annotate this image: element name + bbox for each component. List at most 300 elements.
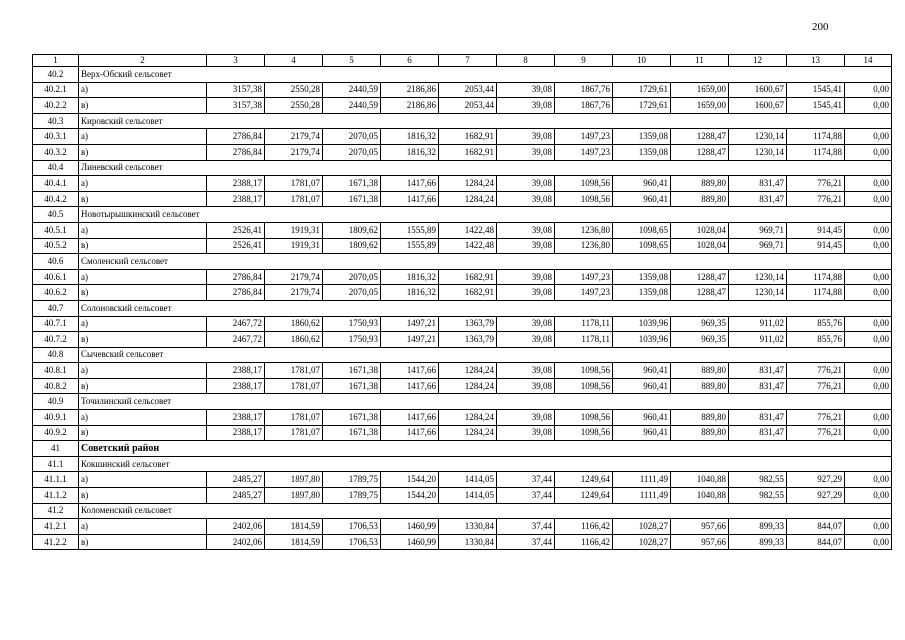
value-cell: 1497,23 [555, 285, 613, 301]
section-row [33, 160, 892, 176]
value-cell: 1555,89 [381, 238, 439, 254]
value-cell: 914,45 [787, 238, 845, 254]
value-cell: 1098,56 [555, 363, 613, 379]
row-code-cell: 40.5 [33, 207, 79, 223]
value-cell: 1330,84 [439, 534, 497, 550]
value-cell: 831,47 [729, 425, 787, 441]
value-cell: 1417,66 [381, 425, 439, 441]
value-cell: 2440,59 [323, 82, 381, 98]
value-cell: 1682,91 [439, 285, 497, 301]
value-cell: 0,00 [845, 285, 892, 301]
value-cell: 1174,88 [787, 285, 845, 301]
value-cell: 831,47 [729, 363, 787, 379]
value-cell: 2179,74 [265, 269, 323, 285]
value-cell: 1460,99 [381, 519, 439, 535]
value-cell: 1040,88 [671, 472, 729, 488]
value-cell: 37,44 [497, 488, 555, 504]
value-cell: 1417,66 [381, 378, 439, 394]
table-row [33, 316, 892, 332]
value-cell: 1363,79 [439, 316, 497, 332]
value-cell: 911,02 [729, 316, 787, 332]
section-name-cell: Новотырышкинский сельсовет [79, 207, 892, 223]
value-cell: 960,41 [613, 363, 671, 379]
value-cell: 1497,21 [381, 316, 439, 332]
value-cell: 2179,74 [265, 285, 323, 301]
row-code-cell: 40.6.1 [33, 269, 79, 285]
section-row [33, 394, 892, 410]
value-cell: 2070,05 [323, 129, 381, 145]
value-cell: 927,29 [787, 472, 845, 488]
value-cell: 1555,89 [381, 222, 439, 238]
value-cell: 1497,23 [555, 269, 613, 285]
value-cell: 2550,28 [265, 98, 323, 114]
section-row [33, 347, 892, 363]
value-cell: 1809,62 [323, 238, 381, 254]
row-code-cell: 40.8.1 [33, 363, 79, 379]
row-code-cell: 40.4 [33, 160, 79, 176]
value-cell: 1098,65 [613, 238, 671, 254]
value-cell: 1288,47 [671, 129, 729, 145]
value-cell: 1814,59 [265, 519, 323, 535]
value-cell: 39,08 [497, 144, 555, 160]
value-cell: 2402,06 [207, 534, 265, 550]
value-cell: 2053,44 [439, 82, 497, 98]
value-cell: 1098,56 [555, 410, 613, 426]
value-cell: 1750,93 [323, 332, 381, 348]
value-cell: 1098,56 [555, 191, 613, 207]
value-cell: 1098,56 [555, 176, 613, 192]
value-cell: 39,08 [497, 98, 555, 114]
column-number-cell: 10 [613, 55, 671, 67]
value-cell: 1919,31 [265, 238, 323, 254]
row-code-cell: 40.5.1 [33, 222, 79, 238]
value-cell: 889,80 [671, 363, 729, 379]
value-cell: 1682,91 [439, 269, 497, 285]
value-cell: 1417,66 [381, 176, 439, 192]
value-cell: 1781,07 [265, 425, 323, 441]
row-code-cell: 41 [33, 441, 79, 457]
table-row [33, 378, 892, 394]
value-cell: 914,45 [787, 222, 845, 238]
value-cell: 1230,14 [729, 285, 787, 301]
value-cell: 1359,08 [613, 129, 671, 145]
value-cell: 1497,21 [381, 332, 439, 348]
value-cell: 2070,05 [323, 144, 381, 160]
value-cell: 1816,32 [381, 285, 439, 301]
value-cell: 0,00 [845, 410, 892, 426]
value-cell: 1671,38 [323, 191, 381, 207]
row-code-cell: 41.1.1 [33, 472, 79, 488]
value-cell: 911,02 [729, 332, 787, 348]
row-code-cell: 40.9 [33, 394, 79, 410]
section-name-cell: Кировский сельсовет [79, 113, 892, 129]
column-number-cell: 2 [79, 55, 207, 67]
value-cell: 1816,32 [381, 144, 439, 160]
value-cell: 1789,75 [323, 472, 381, 488]
value-cell: 39,08 [497, 285, 555, 301]
value-cell: 1236,80 [555, 222, 613, 238]
value-cell: 969,35 [671, 316, 729, 332]
value-cell: 960,41 [613, 378, 671, 394]
value-cell: 1284,24 [439, 363, 497, 379]
table-row [33, 269, 892, 285]
value-cell: 2179,74 [265, 129, 323, 145]
row-code-cell: 40.7 [33, 300, 79, 316]
value-cell: 0,00 [845, 534, 892, 550]
row-code-cell: 40.4.2 [33, 191, 79, 207]
value-cell: 39,08 [497, 176, 555, 192]
column-number-cell: 11 [671, 55, 729, 67]
value-cell: 1098,65 [613, 222, 671, 238]
value-cell: 1039,96 [613, 316, 671, 332]
table-row [33, 425, 892, 441]
row-code-cell: 40.5.2 [33, 238, 79, 254]
value-cell: 39,08 [497, 238, 555, 254]
value-cell: 1750,93 [323, 316, 381, 332]
value-cell: 2485,27 [207, 488, 265, 504]
row-label-cell: а) [79, 222, 207, 238]
value-cell: 0,00 [845, 519, 892, 535]
value-cell: 1919,31 [265, 222, 323, 238]
table-row [33, 222, 892, 238]
row-code-cell: 41.1.2 [33, 488, 79, 504]
value-cell: 0,00 [845, 144, 892, 160]
row-code-cell: 40.3.2 [33, 144, 79, 160]
row-code-cell: 40.4.1 [33, 176, 79, 192]
value-cell: 2526,41 [207, 238, 265, 254]
value-cell: 1729,61 [613, 98, 671, 114]
row-label-cell: а) [79, 410, 207, 426]
value-cell: 1040,88 [671, 488, 729, 504]
value-cell: 1417,66 [381, 363, 439, 379]
value-cell: 1671,38 [323, 176, 381, 192]
value-cell: 39,08 [497, 191, 555, 207]
value-cell: 776,21 [787, 191, 845, 207]
value-cell: 1166,42 [555, 519, 613, 535]
column-number-cell: 14 [845, 55, 892, 67]
value-cell: 1781,07 [265, 378, 323, 394]
table-row [33, 410, 892, 426]
row-label-cell: а) [79, 82, 207, 98]
section-row [33, 67, 892, 83]
table-row [33, 285, 892, 301]
value-cell: 776,21 [787, 378, 845, 394]
value-cell: 889,80 [671, 378, 729, 394]
value-cell: 960,41 [613, 425, 671, 441]
value-cell: 960,41 [613, 191, 671, 207]
column-number-cell: 8 [497, 55, 555, 67]
value-cell: 0,00 [845, 363, 892, 379]
value-cell: 1460,99 [381, 534, 439, 550]
value-cell: 1706,53 [323, 519, 381, 535]
column-number-cell: 4 [265, 55, 323, 67]
row-label-cell: а) [79, 269, 207, 285]
value-cell: 2402,06 [207, 519, 265, 535]
value-cell: 889,80 [671, 176, 729, 192]
table-row [33, 191, 892, 207]
value-cell: 1600,67 [729, 98, 787, 114]
value-cell: 1867,76 [555, 82, 613, 98]
value-cell: 0,00 [845, 472, 892, 488]
column-number-cell: 3 [207, 55, 265, 67]
value-cell: 39,08 [497, 378, 555, 394]
row-code-cell: 40.8 [33, 347, 79, 363]
column-number-cell: 1 [33, 55, 79, 67]
value-cell: 2440,59 [323, 98, 381, 114]
value-cell: 1422,48 [439, 238, 497, 254]
section-row [33, 254, 892, 270]
value-cell: 1098,56 [555, 425, 613, 441]
value-cell: 1330,84 [439, 519, 497, 535]
value-cell: 1230,14 [729, 144, 787, 160]
value-cell: 2467,72 [207, 332, 265, 348]
value-cell: 0,00 [845, 191, 892, 207]
value-cell: 1249,64 [555, 472, 613, 488]
value-cell: 1781,07 [265, 363, 323, 379]
row-label-cell: а) [79, 176, 207, 192]
value-cell: 1897,80 [265, 488, 323, 504]
section-row [33, 207, 892, 223]
value-cell: 1671,38 [323, 425, 381, 441]
value-cell: 0,00 [845, 269, 892, 285]
value-cell: 2053,44 [439, 98, 497, 114]
value-cell: 899,33 [729, 534, 787, 550]
value-cell: 1166,42 [555, 534, 613, 550]
row-code-cell: 40.9.1 [33, 410, 79, 426]
value-cell: 1659,00 [671, 82, 729, 98]
value-cell: 1230,14 [729, 129, 787, 145]
row-label-cell: а) [79, 363, 207, 379]
value-cell: 969,71 [729, 238, 787, 254]
value-cell: 0,00 [845, 98, 892, 114]
section-name-cell: Кокшинский сельсовет [79, 456, 892, 472]
table-row [33, 144, 892, 160]
column-number-cell: 9 [555, 55, 613, 67]
value-cell: 37,44 [497, 519, 555, 535]
value-cell: 1174,88 [787, 129, 845, 145]
table-row [33, 82, 892, 98]
row-code-cell: 41.2 [33, 503, 79, 519]
section-name-cell: Коломенский сельсовет [79, 503, 892, 519]
value-cell: 831,47 [729, 410, 787, 426]
row-label-cell: а) [79, 129, 207, 145]
column-number-row [33, 55, 892, 67]
value-cell: 1028,27 [613, 519, 671, 535]
value-cell: 2786,84 [207, 144, 265, 160]
value-cell: 1288,47 [671, 269, 729, 285]
value-cell: 1814,59 [265, 534, 323, 550]
table-row [33, 534, 892, 550]
value-cell: 37,44 [497, 534, 555, 550]
value-cell: 1600,67 [729, 82, 787, 98]
value-cell: 1544,20 [381, 472, 439, 488]
value-cell: 2388,17 [207, 363, 265, 379]
table-row [33, 519, 892, 535]
value-cell: 1659,00 [671, 98, 729, 114]
row-label-cell: в) [79, 238, 207, 254]
value-cell: 1682,91 [439, 129, 497, 145]
value-cell: 776,21 [787, 425, 845, 441]
value-cell: 844,07 [787, 534, 845, 550]
value-cell: 1111,49 [613, 472, 671, 488]
value-cell: 2485,27 [207, 472, 265, 488]
value-cell: 1359,08 [613, 144, 671, 160]
table-row [33, 472, 892, 488]
value-cell: 1178,11 [555, 332, 613, 348]
section-row [33, 113, 892, 129]
value-cell: 2179,74 [265, 144, 323, 160]
column-number-cell: 12 [729, 55, 787, 67]
value-cell: 39,08 [497, 425, 555, 441]
value-cell: 1363,79 [439, 332, 497, 348]
value-cell: 889,80 [671, 191, 729, 207]
section-name-cell: Линевский сельсовет [79, 160, 892, 176]
table-row [33, 176, 892, 192]
value-cell: 831,47 [729, 378, 787, 394]
value-cell: 1816,32 [381, 269, 439, 285]
table-row [33, 238, 892, 254]
row-code-cell: 40.3.1 [33, 129, 79, 145]
value-cell: 957,66 [671, 519, 729, 535]
value-cell: 1671,38 [323, 410, 381, 426]
value-cell: 0,00 [845, 222, 892, 238]
value-cell: 0,00 [845, 332, 892, 348]
table-row [33, 129, 892, 145]
value-cell: 3157,38 [207, 98, 265, 114]
value-cell: 969,35 [671, 332, 729, 348]
value-cell: 2070,05 [323, 269, 381, 285]
value-cell: 1288,47 [671, 285, 729, 301]
value-cell: 982,55 [729, 488, 787, 504]
value-cell: 1284,24 [439, 191, 497, 207]
row-code-cell: 40.2.1 [33, 82, 79, 98]
value-cell: 776,21 [787, 363, 845, 379]
row-label-cell: в) [79, 98, 207, 114]
value-cell: 2526,41 [207, 222, 265, 238]
district-name-cell: Советский район [79, 441, 892, 457]
value-cell: 39,08 [497, 222, 555, 238]
tariff-table [32, 54, 892, 550]
table-row [33, 363, 892, 379]
row-label-cell: в) [79, 534, 207, 550]
value-cell: 855,76 [787, 316, 845, 332]
value-cell: 1174,88 [787, 144, 845, 160]
value-cell: 1897,80 [265, 472, 323, 488]
row-label-cell: в) [79, 144, 207, 160]
row-code-cell: 40.6 [33, 254, 79, 270]
row-label-cell: в) [79, 425, 207, 441]
row-label-cell: в) [79, 191, 207, 207]
value-cell: 39,08 [497, 363, 555, 379]
value-cell: 0,00 [845, 316, 892, 332]
value-cell: 1359,08 [613, 269, 671, 285]
row-label-cell: в) [79, 378, 207, 394]
column-number-cell: 5 [323, 55, 381, 67]
value-cell: 1860,62 [265, 332, 323, 348]
value-cell: 1028,04 [671, 238, 729, 254]
row-code-cell: 40.3 [33, 113, 79, 129]
value-cell: 1809,62 [323, 222, 381, 238]
value-cell: 0,00 [845, 425, 892, 441]
section-row [33, 300, 892, 316]
value-cell: 1682,91 [439, 144, 497, 160]
value-cell: 1414,05 [439, 488, 497, 504]
value-cell: 1249,64 [555, 488, 613, 504]
value-cell: 1288,47 [671, 144, 729, 160]
value-cell: 1414,05 [439, 472, 497, 488]
row-code-cell: 40.6.2 [33, 285, 79, 301]
row-label-cell: в) [79, 285, 207, 301]
value-cell: 39,08 [497, 269, 555, 285]
value-cell: 1781,07 [265, 191, 323, 207]
value-cell: 1284,24 [439, 425, 497, 441]
row-code-cell: 41.2.1 [33, 519, 79, 535]
row-code-cell: 40.7.1 [33, 316, 79, 332]
row-label-cell: а) [79, 316, 207, 332]
row-code-cell: 40.2.2 [33, 98, 79, 114]
section-name-cell: Верх-Обский сельсовет [79, 67, 892, 83]
value-cell: 0,00 [845, 176, 892, 192]
value-cell: 1284,24 [439, 176, 497, 192]
value-cell: 1789,75 [323, 488, 381, 504]
page-number: 200 [812, 21, 829, 33]
value-cell: 982,55 [729, 472, 787, 488]
value-cell: 2786,84 [207, 285, 265, 301]
value-cell: 1497,23 [555, 129, 613, 145]
value-cell: 1039,96 [613, 332, 671, 348]
value-cell: 1816,32 [381, 129, 439, 145]
section-row [33, 503, 892, 519]
value-cell: 889,80 [671, 410, 729, 426]
value-cell: 0,00 [845, 378, 892, 394]
value-cell: 844,07 [787, 519, 845, 535]
table-row [33, 332, 892, 348]
value-cell: 2070,05 [323, 285, 381, 301]
value-cell: 39,08 [497, 316, 555, 332]
column-number-cell: 13 [787, 55, 845, 67]
value-cell: 39,08 [497, 332, 555, 348]
value-cell: 1422,48 [439, 222, 497, 238]
district-row [33, 441, 892, 457]
value-cell: 831,47 [729, 191, 787, 207]
row-code-cell: 41.2.2 [33, 534, 79, 550]
value-cell: 1544,20 [381, 488, 439, 504]
value-cell: 1359,08 [613, 285, 671, 301]
value-cell: 1417,66 [381, 410, 439, 426]
value-cell: 1230,14 [729, 269, 787, 285]
value-cell: 776,21 [787, 176, 845, 192]
value-cell: 2467,72 [207, 316, 265, 332]
value-cell: 960,41 [613, 176, 671, 192]
value-cell: 1028,04 [671, 222, 729, 238]
table-row [33, 98, 892, 114]
value-cell: 1545,41 [787, 98, 845, 114]
value-cell: 1284,24 [439, 378, 497, 394]
table-body [33, 55, 892, 550]
value-cell: 2388,17 [207, 378, 265, 394]
value-cell: 39,08 [497, 82, 555, 98]
value-cell: 2786,84 [207, 269, 265, 285]
value-cell: 899,33 [729, 519, 787, 535]
value-cell: 2388,17 [207, 176, 265, 192]
value-cell: 1284,24 [439, 410, 497, 426]
value-cell: 1178,11 [555, 316, 613, 332]
value-cell: 3157,38 [207, 82, 265, 98]
value-cell: 2388,17 [207, 425, 265, 441]
value-cell: 1236,80 [555, 238, 613, 254]
value-cell: 1545,41 [787, 82, 845, 98]
row-label-cell: в) [79, 332, 207, 348]
